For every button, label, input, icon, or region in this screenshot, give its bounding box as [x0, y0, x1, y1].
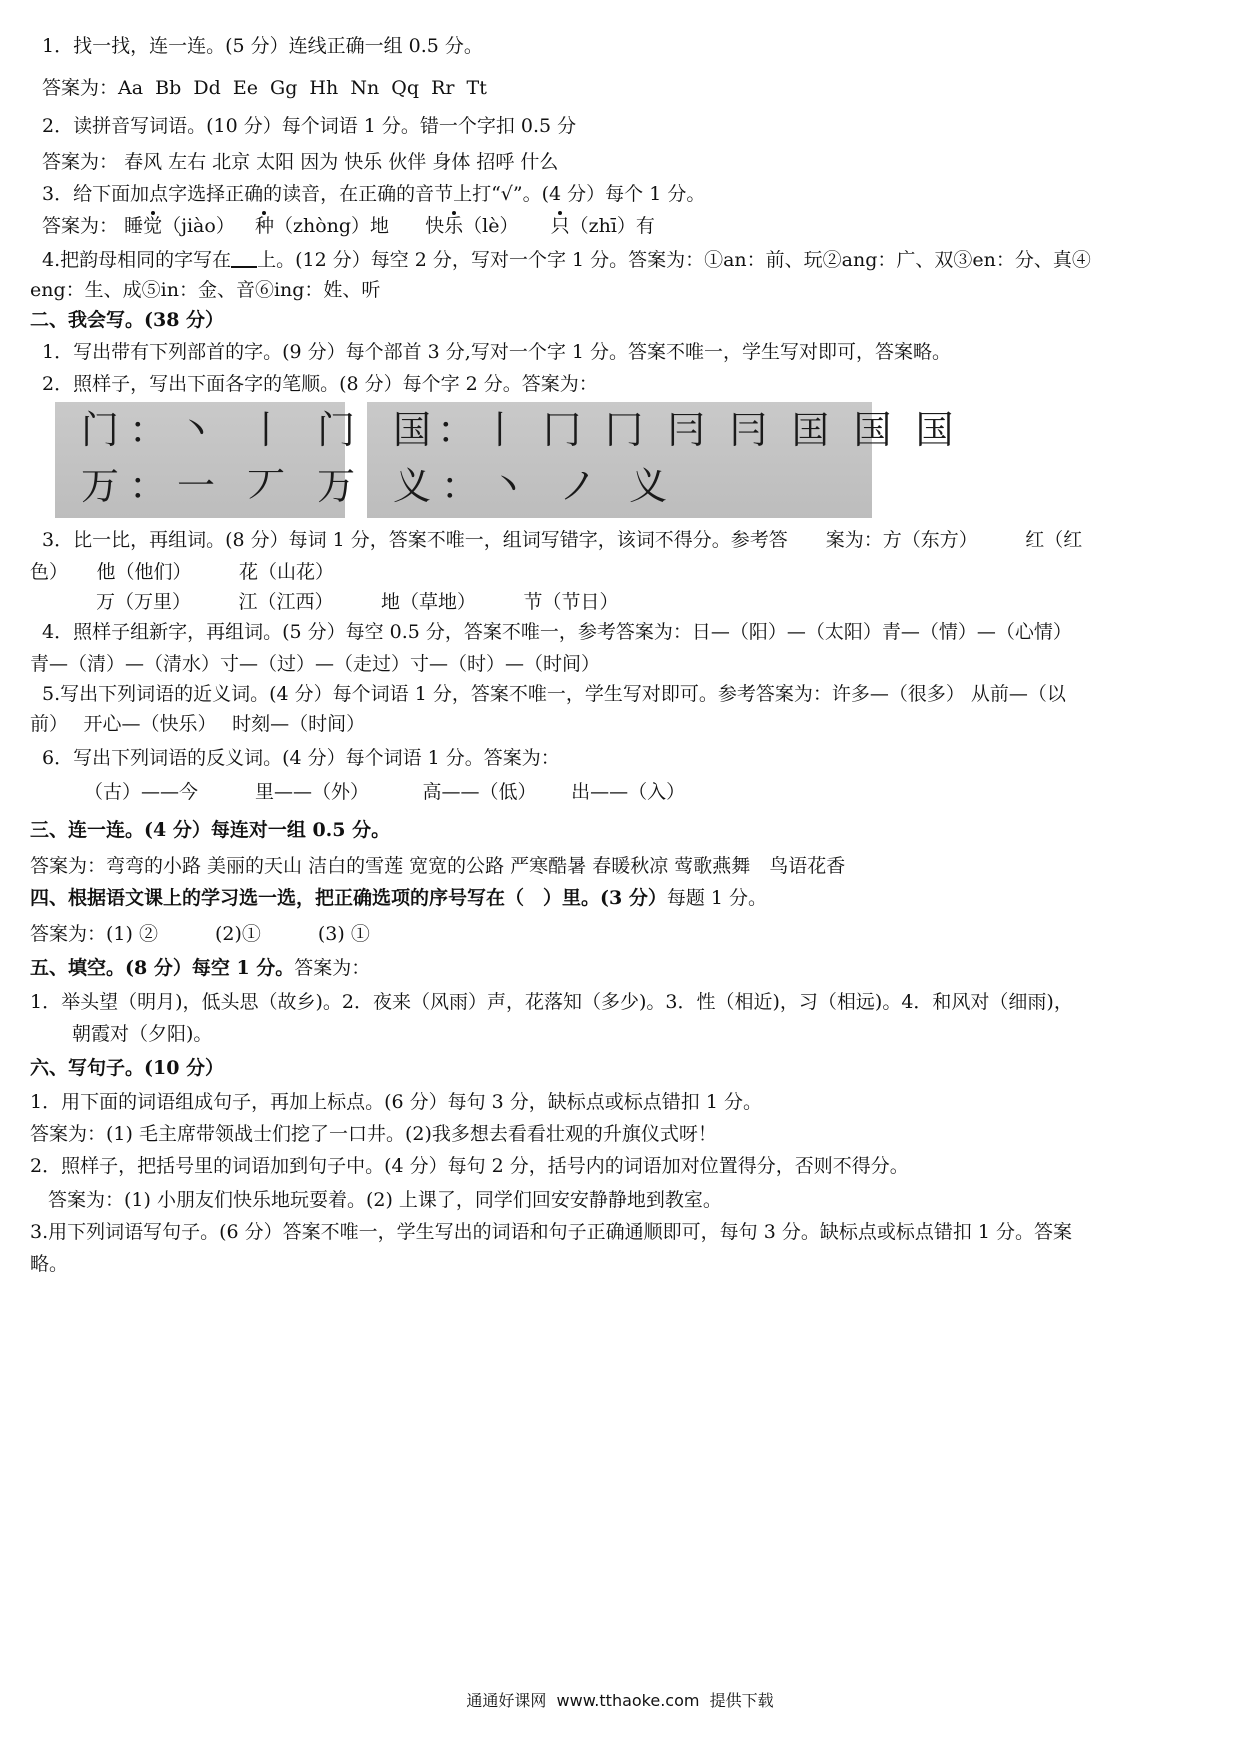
- footer-text: 通通好课网 www.tthaoke.com 提供下载: [466, 1691, 774, 1710]
- section-4-title: 四、根据语文课上的学习选一选，把正确选项的序号写在（ ）里。(3 分）: [30, 887, 667, 909]
- q4-line: [42, 244, 1227, 276]
- q2-answer-line: [42, 146, 1227, 178]
- s6-q3-line: 3.用下列词语写句子。(6 分）答案不唯一，学生写出的词语和句子正确通顺即可，每句 3 分。缺标点或标点错扣 1 分。答案: [30, 1221, 1073, 1243]
- q4-line-cont: eng：生、成⑤in：金、音⑥ing：姓、听: [30, 279, 381, 301]
- stroke-row-yi: 义：丶 ノ 义: [393, 464, 678, 508]
- stroke-order-photo-left: [55, 402, 366, 518]
- q3-word-1: [124, 215, 235, 237]
- q4-text-a: 4.把韵母相同的字写在: [42, 249, 232, 271]
- pinyin: （jiào）: [162, 215, 235, 237]
- s2-q5-line-cont: 前） 开心—（快乐） 时刻—（时间）: [30, 713, 366, 735]
- q1-answer-letters: Aa Bb Dd Ee Gg Hh Nn Qq Rr Tt: [118, 77, 487, 99]
- section-4-score: 每题 1 分。: [666, 887, 767, 909]
- s2-q4-line-cont: 青—（清）—（清水）寸—（过）—（走过）寸—（时）—（时间）: [30, 653, 601, 675]
- q3-word-3: [425, 215, 518, 237]
- s2-q3-line-cont2: 万（万里） 江（江西） 地（草地） 节（节日）: [96, 591, 619, 613]
- blank-line: [231, 246, 257, 268]
- answer-label: 答案为：: [294, 957, 371, 979]
- s2-q6-line: 6．写出下列词语的反义词。(4 分）每个词语 1 分。答案为：: [42, 747, 560, 769]
- s6-q3-line-cont: 略。: [30, 1253, 69, 1275]
- s2-q3-line-cont: 色） 他（他们） 花（山花）: [30, 561, 335, 583]
- section-6-heading: 六、写句子。(10 分）: [30, 1057, 225, 1079]
- s2-q6-answers: （古）——今 里——（外） 高——（低） 出——（入）: [84, 781, 686, 803]
- s5-answer-line: 1．举头望（明月)，低头思（故乡)。2．夜来（风雨）声，花落知（多少)。3．性（相近)，习（相远)。4．和风对（细雨)，: [30, 991, 1073, 1013]
- s2-q2-line: 2．照样子，写出下面各字的笔顺。(8 分）每个字 2 分。答案为：: [42, 373, 598, 395]
- s4-answer-line: 答案为：(1) ② (2)① (3) ①: [30, 923, 370, 945]
- answer-label: 答案为：: [42, 215, 119, 237]
- s2-q1-line: 1．写出带有下列部首的字。(9 分）每个部首 3 分,写对一个字 1 分。答案不唯一，学生写对即可，答案略。: [42, 341, 952, 363]
- q3-answer-line: [42, 210, 1227, 242]
- dotted-char: 觉: [143, 215, 163, 237]
- section-5-title: 五、填空。(8 分）每空 1 分。: [30, 957, 295, 979]
- char: 快: [425, 215, 445, 237]
- char: 睡: [124, 215, 144, 237]
- q1-line: 1．找一找，连一连。(5 分）连线正确一组 0.5 分。: [42, 35, 483, 57]
- q3-word-4: [551, 215, 655, 237]
- section-5-heading: [30, 952, 1215, 984]
- answer-label: 答案为：: [42, 151, 119, 173]
- dotted-char: 种: [254, 215, 274, 237]
- dotted-char: 只: [550, 215, 570, 237]
- s6-q2-answer: 答案为：(1) 小朋友们快乐地玩耍着。(2) 上课了，同学们回安安静静地到教室。: [48, 1189, 722, 1211]
- q2-answer-words: 春风 左右 北京 太阳 因为 快乐 伙伴 身体 招呼 什么: [124, 151, 559, 173]
- stroke-row-wan: 万：一 丆 万: [81, 464, 366, 508]
- stroke-order-photo-right: [367, 402, 960, 518]
- s2-q5-line: 5.写出下列词语的近义词。(4 分）每个词语 1 分，答案不唯一，学生写对即可。参考答案为：许多—（很多） 从前—（以: [42, 683, 1066, 705]
- answer-label: 答案为：: [42, 77, 119, 99]
- s5-answer-line-cont: 朝霞对（夕阳)。: [72, 1023, 213, 1045]
- s6-q2-line: 2．照样子，把括号里的词语加到句子中。(4 分）每句 2 分，括号内的词语加对位置得分，否则不得分。: [30, 1155, 909, 1177]
- pinyin: （lè）: [463, 215, 519, 237]
- section-4-heading: [30, 882, 1215, 914]
- q3-word-2: [255, 215, 389, 237]
- s3-answer-line: 答案为：弯弯的小路 美丽的天山 洁白的雪莲 宽宽的公路 严寒酷暑 春暖秋凉 莺歌燕舞 鸟语花香: [30, 855, 846, 877]
- stroke-row-men: 门：丶 丨 门: [81, 408, 366, 452]
- dotted-char: 乐: [444, 215, 464, 237]
- pinyin: （zhòng）地: [273, 215, 390, 237]
- s2-q3-line: 3．比一比，再组词。(8 分）每词 1 分，答案不唯一，组词写错字，该词不得分。参考答 案为：方（东方） 红（红: [42, 529, 1083, 551]
- s6-q1-answer: 答案为：(1) 毛主席带领战士们挖了一口井。(2)我多想去看看壮观的升旗仪式呀！: [30, 1123, 717, 1145]
- section-2-heading: 二、我会写。(38 分）: [30, 309, 225, 331]
- q2-line: 2．读拼音写词语。(10 分）每个词语 1 分。错一个字扣 0.5 分: [42, 115, 577, 137]
- q4-text-b: 上。(12 分）每空 2 分，写对一个字 1 分。答案为：①an：前、玩②ang：广、双③en：分、真④: [257, 249, 1091, 271]
- q3-line: 3．给下面加点字选择正确的读音，在正确的音节上打“√”。(4 分）每个 1 分。: [42, 183, 706, 205]
- stroke-row-guo: 国：丨 冂 冂 冃 冃 囯 国 国: [393, 408, 960, 452]
- pinyin: （zhī）有: [569, 215, 655, 237]
- q1-answer-line: [42, 72, 1227, 104]
- section-3-heading: 三、连一连。(4 分）每连对一组 0.5 分。: [30, 819, 391, 841]
- s6-q1-line: 1．用下面的词语组成句子，再加上标点。(6 分）每句 3 分，缺标点或标点错扣 1 分。: [30, 1091, 762, 1113]
- s2-q4-line: 4．照样子组新字，再组词。(5 分）每空 0.5 分，答案不唯一，参考答案为：日—（阳）—（太阳）青—（情）—（心情）: [42, 621, 1072, 643]
